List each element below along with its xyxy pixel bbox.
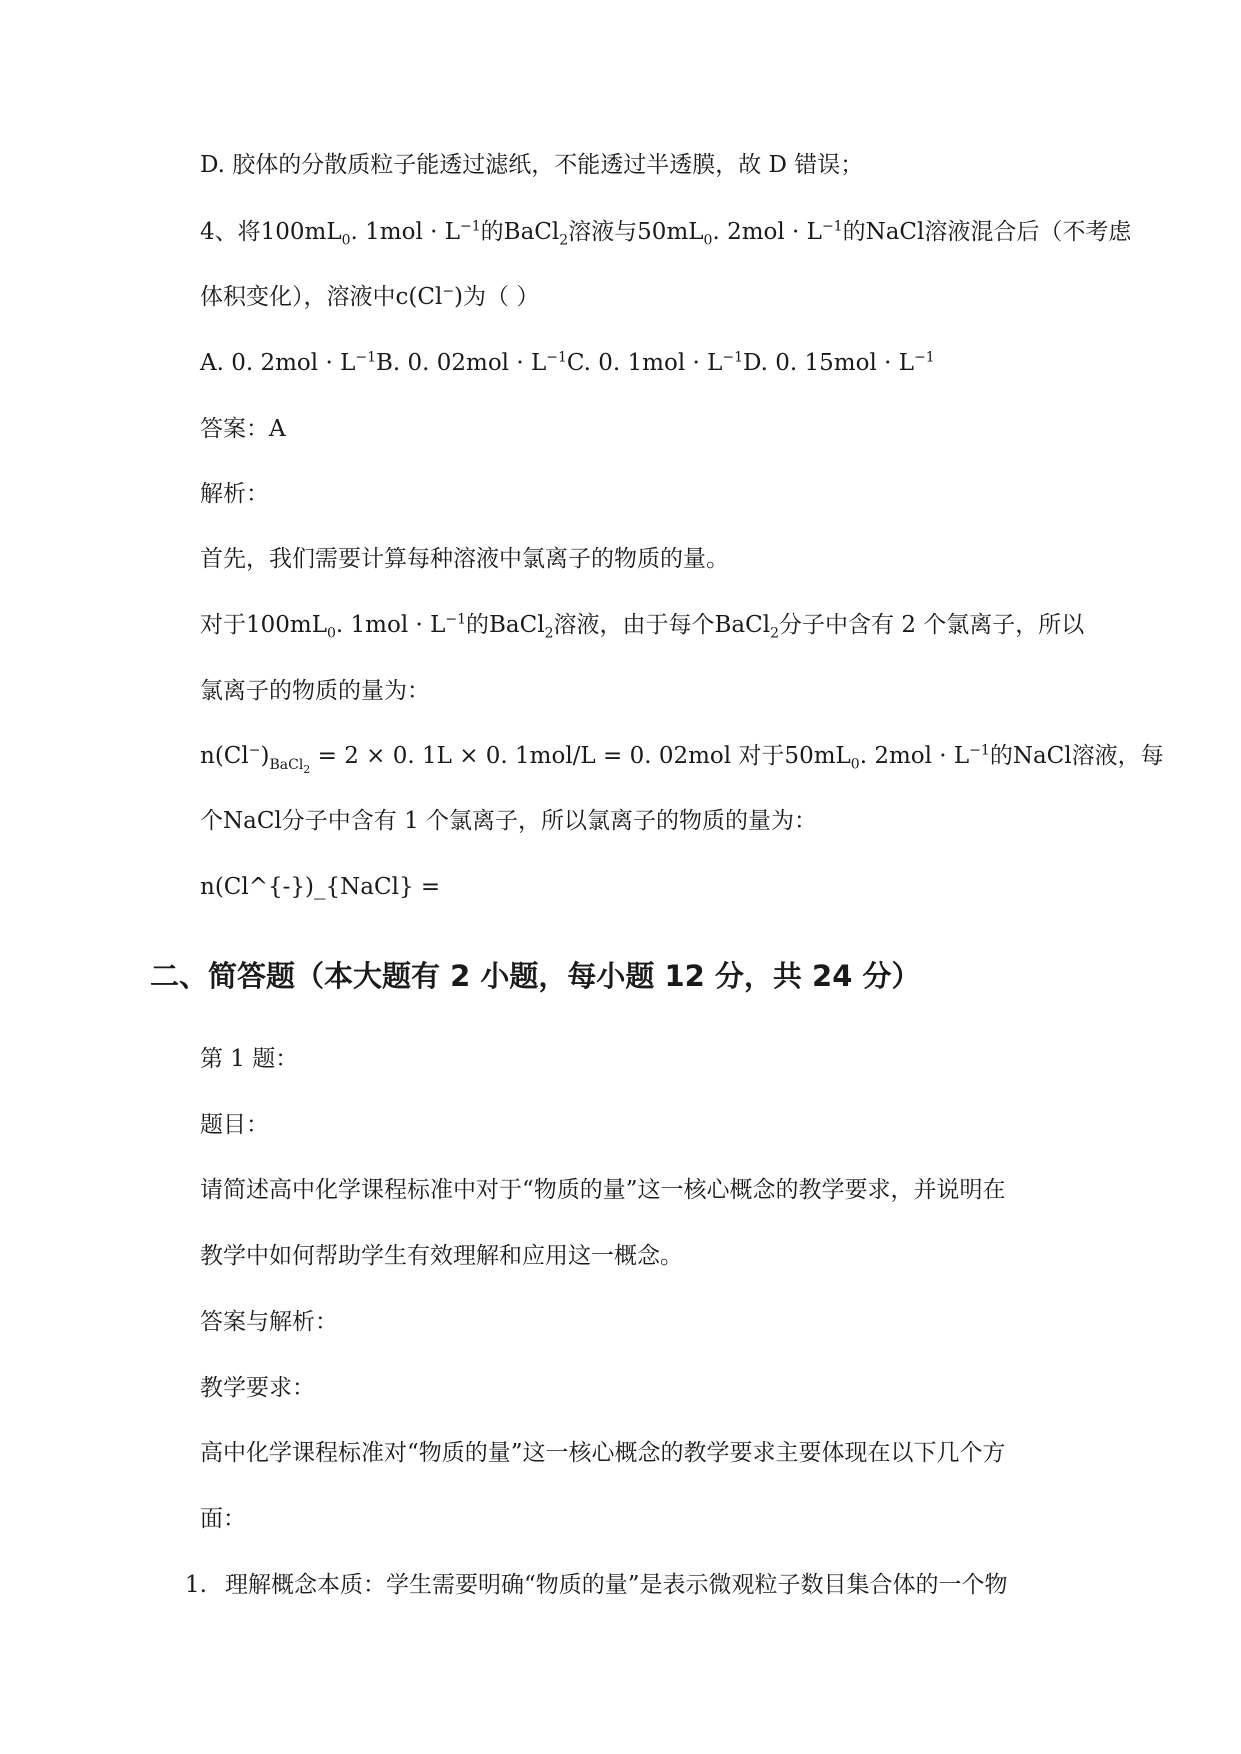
text-span: ) xyxy=(260,743,270,769)
text-span: 溶液，由于每个BaCl xyxy=(553,612,771,638)
text-line: 个NaCl分子中含有 1 个氯离子，所以氯离子的物质的量为： xyxy=(200,808,818,834)
subscript: 0 xyxy=(341,232,351,249)
subscript: 0 xyxy=(703,232,713,249)
question-4-stem xyxy=(200,217,1131,247)
subscript: 0 xyxy=(850,756,860,773)
text-line: 教学中如何帮助学生有效理解和应用这一概念。 xyxy=(200,1243,683,1269)
text-span: 分子中含有 2 个氯离子，所以 xyxy=(779,612,1085,638)
option-b: B. 0. 02mol · L xyxy=(375,350,547,376)
text-line: 高中化学课程标准对“物质的量”这一核心概念的教学要求主要体现在以下几个方 xyxy=(200,1440,1006,1466)
text-span: . 2mol · L xyxy=(712,219,822,245)
superscript: −1 xyxy=(445,611,467,628)
text-span: . 1mol · L xyxy=(335,612,446,638)
superscript: −1 xyxy=(546,349,567,366)
text-line: 请简述高中化学课程标准中对于“物质的量”这一核心概念的教学要求，并说明在 xyxy=(200,1177,1006,1203)
superscript: −1 xyxy=(969,742,990,759)
text-span: 4、将100mL xyxy=(200,219,342,245)
superscript: −1 xyxy=(460,218,481,235)
text-line: n(Cl^{-})_{NaCl} = xyxy=(200,874,441,900)
list-number: 1. xyxy=(185,1572,207,1598)
text-line: 答案与解析： xyxy=(200,1309,338,1335)
text-span: n(Cl xyxy=(200,743,249,769)
subscript: 2 xyxy=(303,762,311,776)
question-4-stem-cont xyxy=(200,282,539,312)
text-span: 体积变化），溶液中c(Cl xyxy=(200,284,443,310)
option-d: D. 0. 15mol · L xyxy=(743,350,915,376)
question-number: 第 1 题： xyxy=(200,1046,299,1072)
text-line: 教学要求： xyxy=(200,1375,315,1401)
text-span: )为（ ） xyxy=(454,284,540,310)
analysis-label: 解析： xyxy=(200,481,269,507)
text-line: D. 胶体的分散质粒子能透过滤纸，不能透过半透膜，故 D 错误； xyxy=(200,152,864,178)
superscript: − xyxy=(248,742,261,759)
answer-line: 答案：A xyxy=(200,416,286,442)
list-item: 理解概念本质：学生需要明确“物质的量”是表示微观粒子数目集合体的一个物 xyxy=(225,1572,1008,1598)
text-span: . 2mol · L xyxy=(859,743,970,769)
superscript: −1 xyxy=(722,349,744,366)
subscript xyxy=(269,756,311,776)
superscript: −1 xyxy=(821,218,843,235)
superscript: −1 xyxy=(914,349,935,366)
subscript: 0 xyxy=(326,625,336,642)
section-heading: 二、简答题（本大题有 2 小题，每小题 12 分，共 24 分） xyxy=(150,959,921,993)
text-line: 首先，我们需要计算每种溶液中氯离子的物质的量。 xyxy=(200,546,729,572)
option-c: C. 0. 1mol · L xyxy=(566,350,723,376)
text-span: = 2 × 0. 1L × 0. 1mol/L = 0. 02mol 对于50mL xyxy=(310,743,851,769)
subscript: 2 xyxy=(559,232,569,249)
subscript: 2 xyxy=(770,625,780,642)
text-span: 的BaCl xyxy=(480,219,560,245)
formula-line xyxy=(200,741,1164,776)
subscript: 2 xyxy=(544,625,554,642)
text-span: . 1mol · L xyxy=(350,219,461,245)
text-line: 氯离子的物质的量为： xyxy=(200,678,430,704)
text-span: BaCl xyxy=(269,756,304,773)
text-span: 的NaCl溶液混合后（不考虑 xyxy=(842,219,1132,245)
text-span: 溶液与50mL xyxy=(568,219,704,245)
text-span: 的BaCl xyxy=(466,612,545,638)
superscript: −1 xyxy=(355,349,376,366)
text-line: 面： xyxy=(200,1506,246,1532)
option-a: A. 0. 2mol · L xyxy=(200,350,356,376)
superscript: − xyxy=(442,283,455,300)
text-span: 对于100mL xyxy=(200,612,327,638)
text-span: 的NaCl溶液，每 xyxy=(989,743,1164,769)
text-line: 题目： xyxy=(200,1112,269,1138)
question-4-options xyxy=(200,348,935,378)
text-line xyxy=(200,610,1084,640)
